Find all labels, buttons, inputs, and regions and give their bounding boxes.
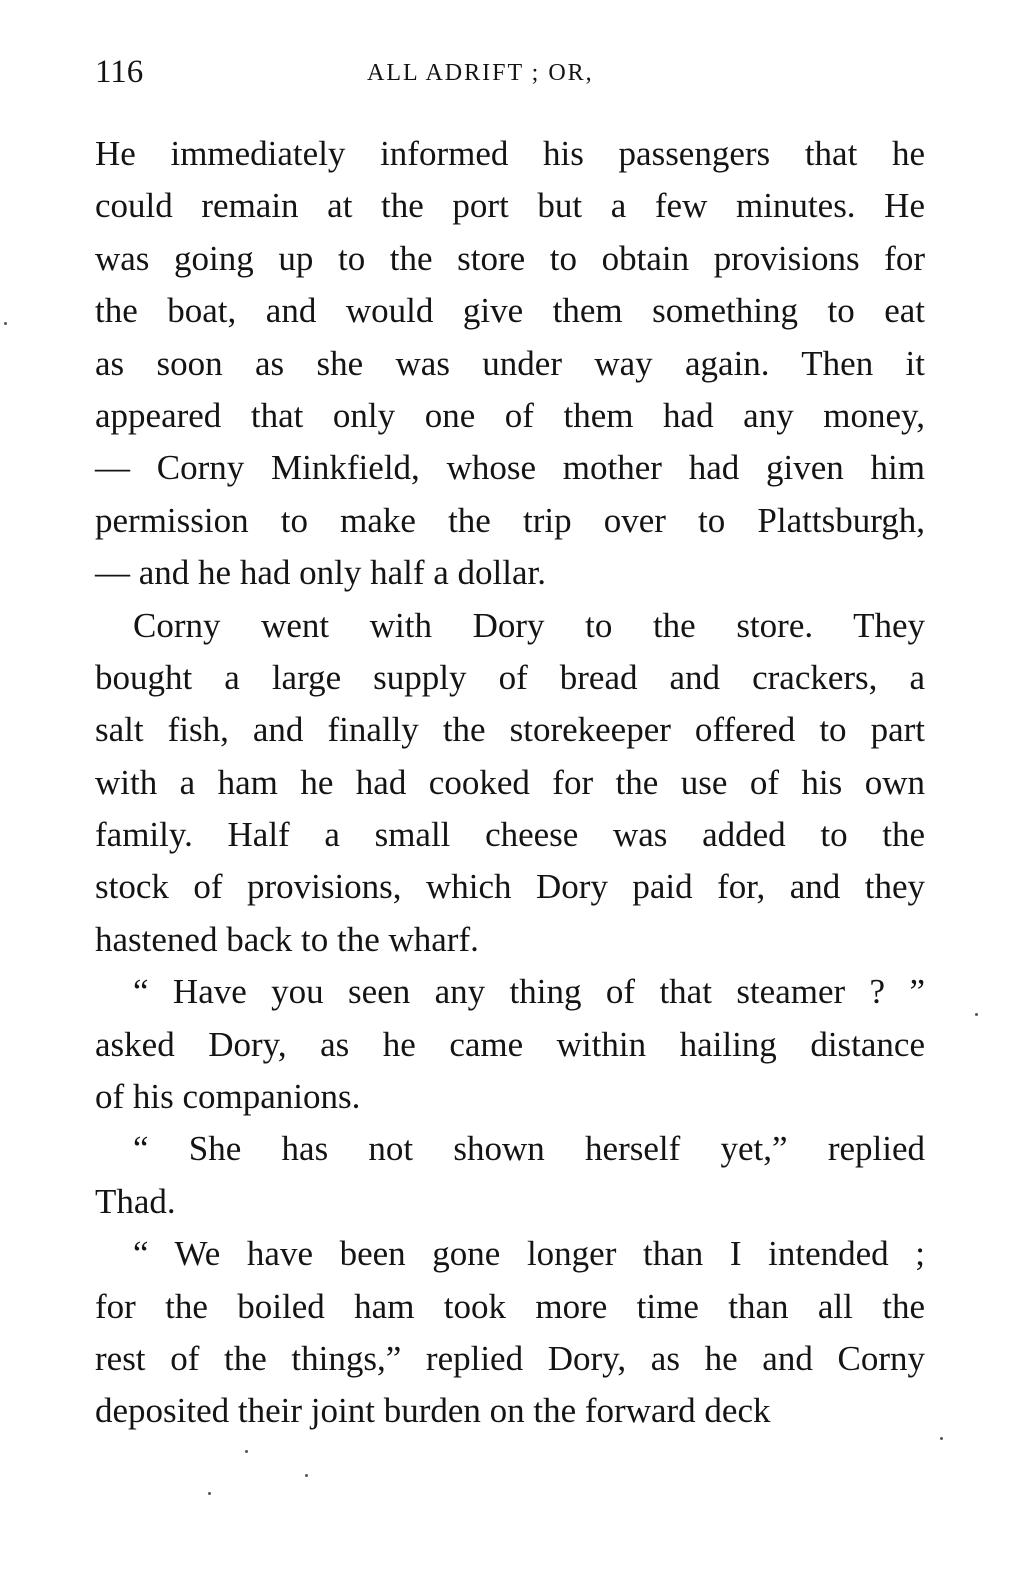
text-line: “ Have you seen any thing of that steamer ? ”: [133, 972, 925, 1012]
text-line: rest of the things,” replied Dory, as he and Corny: [95, 1338, 925, 1378]
text-line: Thad.: [95, 1181, 176, 1221]
text-line: “ We have been gone longer than I intended ;: [133, 1234, 925, 1274]
scan-speck: [4, 322, 7, 325]
text-line: salt fish, and finally the storekeeper offered to part: [95, 710, 925, 750]
text-line: could remain at the port but a few minutes. He: [95, 186, 925, 226]
scan-speck: [940, 1437, 943, 1440]
text-line: deposited their joint burden on the forward deck: [95, 1391, 771, 1431]
text-line: with a ham he had cooked for the use of his own: [95, 762, 925, 802]
body-text: [95, 128, 925, 1438]
text-line: asked Dory, as he came within hailing distance: [95, 1024, 925, 1064]
text-line: family. Half a small cheese was added to the: [95, 815, 925, 855]
text-line: “ She has not shown herself yet,” replied: [133, 1129, 925, 1169]
paragraph: [95, 600, 925, 967]
text-line: Corny went with Dory to the store. They: [133, 605, 925, 645]
text-line: permission to make the trip over to Plattsburgh,: [95, 500, 925, 540]
paragraph: [95, 1123, 925, 1228]
scan-speck: [975, 1013, 978, 1016]
text-line: as soon as she was under way again. Then it: [95, 343, 925, 383]
text-line: for the boiled ham took more time than all the: [95, 1286, 925, 1326]
text-line: of his companions.: [95, 1077, 361, 1117]
text-line: — Corny Minkfield, whose mother had given him: [95, 448, 925, 488]
paragraph: [95, 966, 925, 1123]
page-number: 116: [95, 54, 144, 90]
scan-speck: [208, 1492, 211, 1495]
text-line: — and he had only half a dollar.: [95, 553, 546, 593]
paragraph: [95, 1228, 925, 1438]
text-line: the boat, and would give them something to eat: [95, 291, 925, 331]
scan-speck: [245, 1450, 248, 1453]
text-line: hastened back to the wharf.: [95, 919, 479, 959]
running-title: ALL ADRIFT ; OR,: [367, 60, 594, 86]
text-line: bought a large supply of bread and crackers, a: [95, 657, 925, 697]
text-line: was going up to the store to obtain provisions for: [95, 238, 925, 278]
page-header: [95, 52, 925, 92]
scan-speck: [305, 1474, 308, 1477]
text-line: appeared that only one of them had any money,: [95, 395, 925, 435]
text-line: He immediately informed his passengers that he: [95, 134, 925, 173]
text-line: stock of provisions, which Dory paid for, and they: [95, 867, 925, 907]
paragraph: [95, 128, 925, 600]
